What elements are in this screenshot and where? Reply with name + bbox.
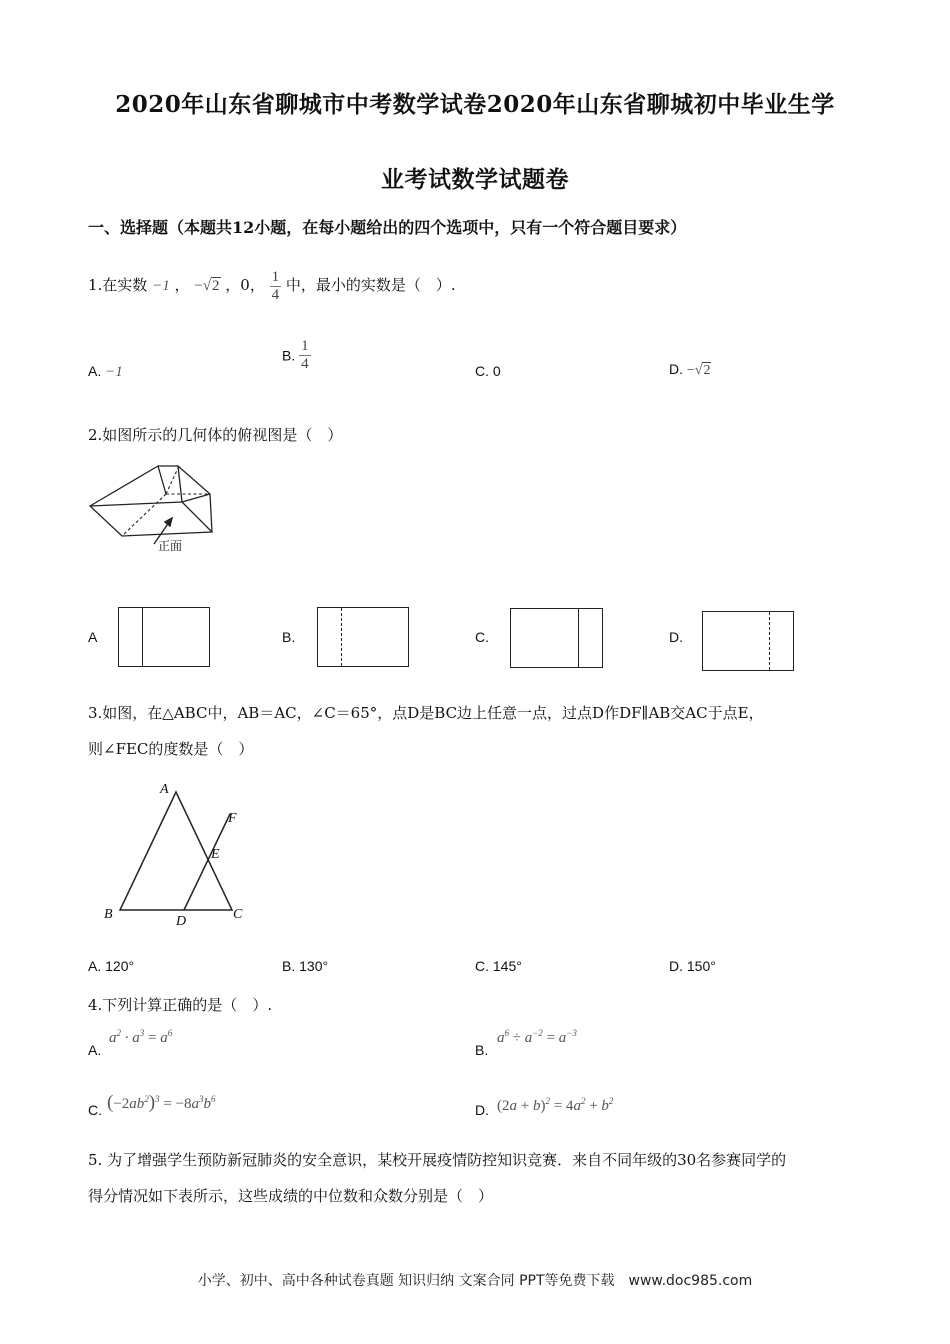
section-heading: 一、选择题（本题共12小题，在每小题给出的四个选项中，只有一个符合题目要求） <box>88 218 687 237</box>
svg-text:B: B <box>104 907 113 922</box>
question-3-line2: 则∠FEC的度数是（ ） <box>88 740 254 758</box>
q1-neg-one: −1 <box>152 278 170 294</box>
q2-option-a-label[interactable]: A <box>88 629 98 645</box>
q2-option-d-label[interactable]: D. <box>669 629 683 645</box>
q2-option-c-figure[interactable] <box>510 608 603 668</box>
q4-option-d-label[interactable]: D. <box>475 1102 489 1118</box>
q2-option-b-label[interactable]: B. <box>282 629 296 645</box>
q2-option-b-figure[interactable] <box>317 607 409 667</box>
q4-option-b-expr[interactable]: $a^6 \div a^{-2} = a^{-3}$ <box>497 1028 577 1046</box>
q1-sep: ， <box>174 276 190 294</box>
question-5-line2: 得分情况如下表所示，这些成绩的中位数和众数分别是（ ） <box>88 1187 494 1205</box>
q1-neg-sqrt2: −√2 <box>194 278 220 294</box>
page-footer: 小学、初中、高中各种试卷真题 知识归纳 文案合同 PPT等免费下载 www.doc985.com <box>197 1273 753 1289</box>
page-title-line2: 业考试数学试题卷 <box>381 166 569 193</box>
q3-option-a[interactable]: A. 120° <box>88 958 135 974</box>
page-title: 2020年山东省聊城市中考数学试卷2020年山东省聊城初中毕业生学 <box>115 91 835 118</box>
q2-option-a-figure[interactable] <box>118 607 210 667</box>
q3-option-b[interactable]: B. 130° <box>282 958 329 974</box>
q3-option-d[interactable]: D. 150° <box>669 958 716 974</box>
svg-text:E: E <box>211 847 220 862</box>
q4-option-c-expr[interactable]: $(-2ab^2)^3 = -8a^3b^6$ <box>107 1092 216 1113</box>
q2-solid-figure <box>86 462 221 557</box>
q1-option-a[interactable]: A. −1 <box>88 363 123 380</box>
q4-option-c-label[interactable]: C. <box>88 1102 102 1118</box>
q2-option-d-figure[interactable] <box>702 611 794 671</box>
q1-sep2: ，0， <box>225 276 265 294</box>
q4-option-b-label[interactable]: B. <box>475 1042 489 1058</box>
q1-option-b[interactable]: B. $\frac{1}{4}$ <box>282 338 309 372</box>
question-3-line1: 3.如图，在△ABC中，AB＝AC，∠C＝65°，点D是BC边上任意一点，过点D作DF∥AB交AC于点E， <box>88 704 764 722</box>
svg-text:C: C <box>233 907 243 922</box>
q1-fraction: $\frac{1}{4}$ <box>271 268 280 303</box>
q2-option-c-label[interactable]: C. <box>475 629 489 645</box>
q1-prefix: 1.在实数 <box>88 276 148 294</box>
svg-text:A: A <box>160 782 169 797</box>
q2-front-label: 正面 <box>158 539 183 553</box>
q1-suffix: 中，最小的实数是（ ）. <box>285 276 456 294</box>
q3-triangle-figure <box>100 778 260 930</box>
q4-option-a-label[interactable]: A. <box>88 1042 102 1058</box>
question-2: 2.如图所示的几何体的俯视图是（ ） <box>88 426 343 444</box>
question-4: 4.下列计算正确的是（ ）. <box>88 996 273 1014</box>
question-5-line1: 5. 为了增强学生预防新冠肺炎的安全意识，某校开展疫情防控知识竞赛．来自不同年级的30名参赛同学的 <box>88 1151 787 1169</box>
q3-option-c[interactable]: C. 145° <box>475 958 522 974</box>
svg-text:D: D <box>176 914 187 929</box>
q1-option-c[interactable]: C. 0 <box>475 363 501 379</box>
q4-option-a-expr[interactable]: $a^2 \cdot a^3 = a^6$ <box>109 1028 173 1046</box>
svg-text:F: F <box>228 811 237 826</box>
question-1 <box>88 252 456 319</box>
q1-option-d[interactable]: D. −√2 <box>669 361 711 378</box>
q4-option-d-expr[interactable]: $(2a + b)^2 = 4a^2 + b^2$ <box>497 1096 614 1114</box>
